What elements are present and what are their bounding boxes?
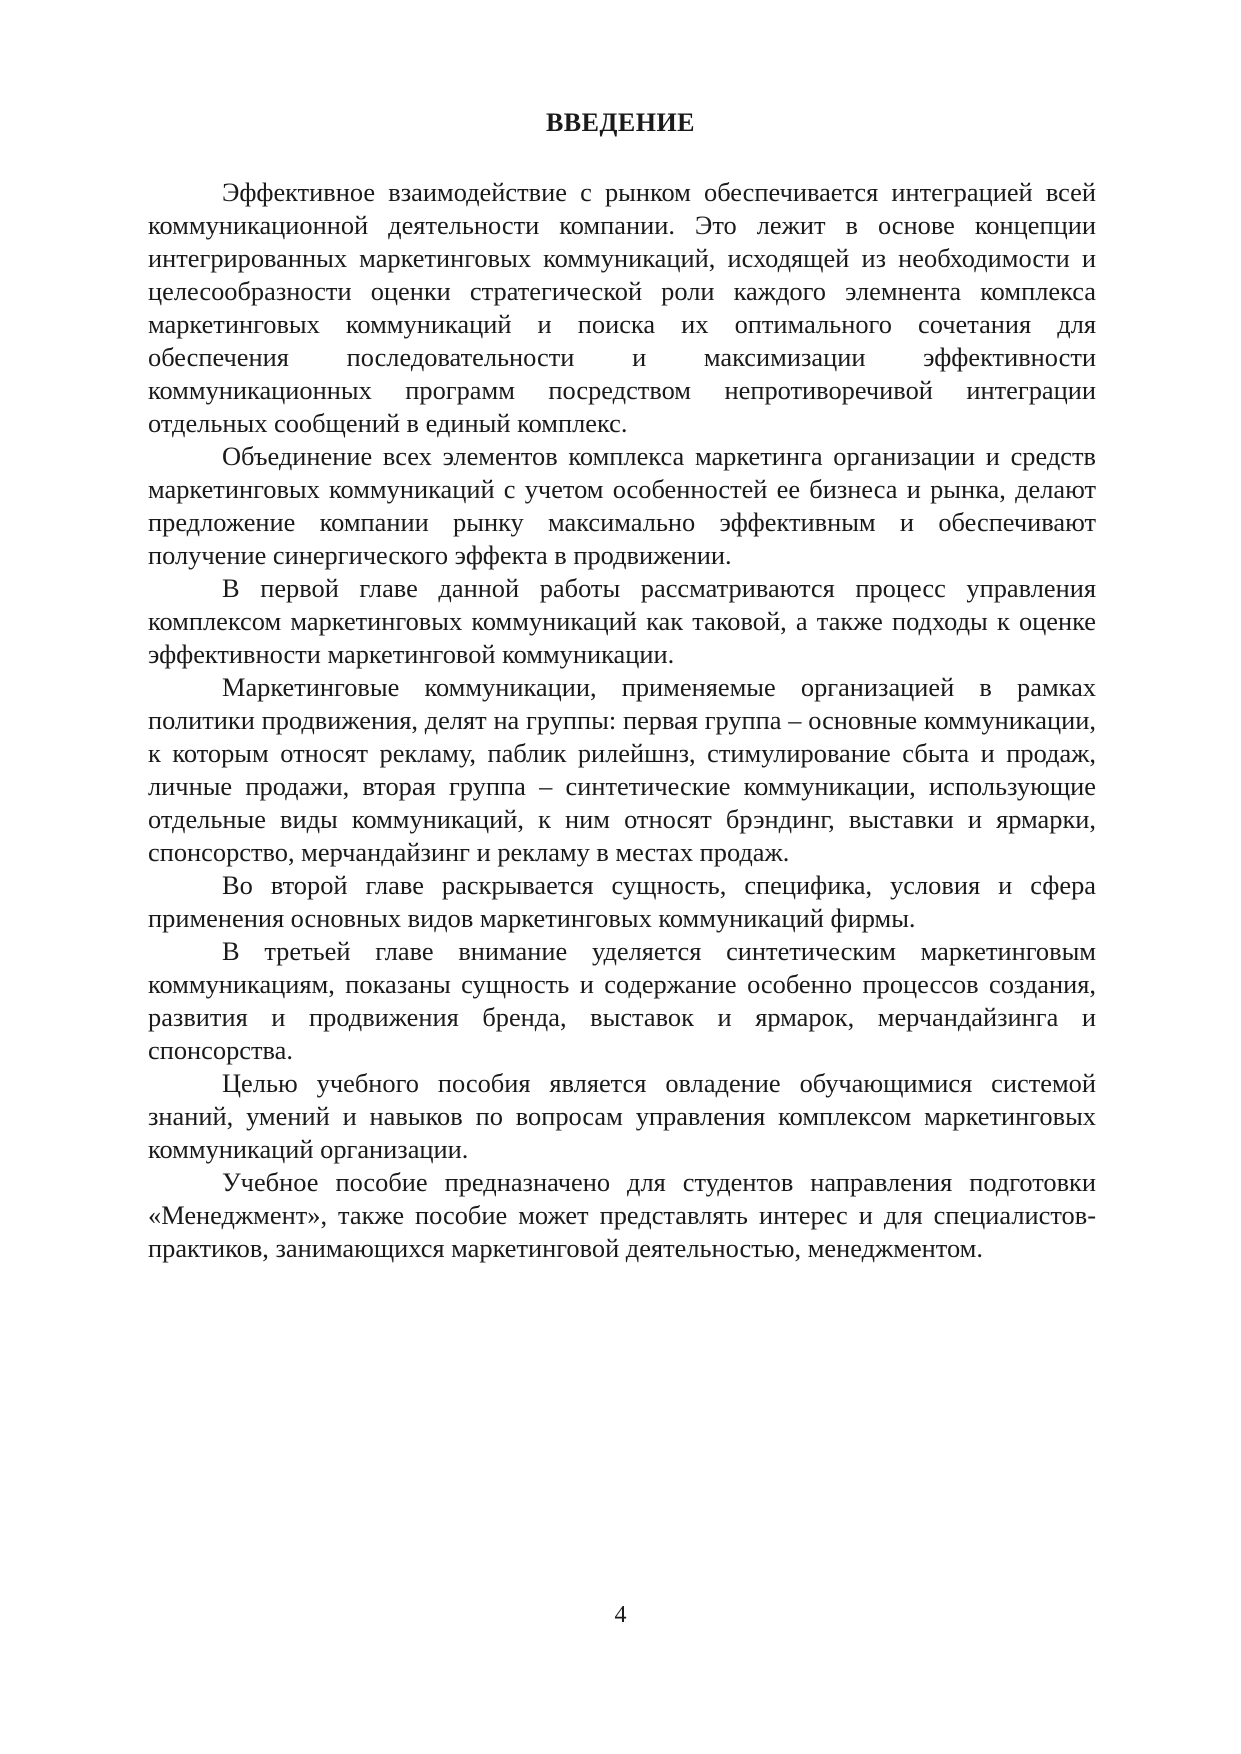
page-title: ВВЕДЕНИЕ [545, 108, 696, 137]
paragraph-marketing-mix: Объединение всех элементов комплекса маркетинга организации и средств маркетинговых коммуникаций с учетом особенностей ее бизнеса и рынка, делают предложение компании рынку максимально эффективным и обеспечивают получение синергического эффекта в продвижении. [148, 441, 1096, 570]
page-number: 4 [614, 1602, 627, 1628]
paragraph-communication-groups: Маркетинговые коммуникации, применяемые организацией в рамках политики продвижения, делят на группы: первая группа – основные коммуникации, к которым относят рекламу, паблик рилейшнз, стимулирование сбыта и продаж, личные продажи, вторая группа – синтетические коммуникации, использующие отдельные виды коммуникаций, к ним относят брэндинг, выставки и ярмарки, спонсорство, мерчандайзинг и рекламу в местах продаж. [148, 672, 1096, 867]
paragraph-integrated-communications: Эффективное взаимодействие с рынком обеспечивается интеграцией всей коммуникационной деятельности компании. Это лежит в основе концепции интегрированных маркетинговых коммуникаций, исходящей из необходимости и целесообразности оценки стратегической роли каждого элемнента комплекса маркетинговых коммуникаций и поиска их оптимального сочетания для обеспечения последовательности и максимизации эффективности коммуникационных программ посредством непротиворечивой интеграции отдельных сообщений в единый комплекс. [148, 177, 1096, 438]
paragraph-audience: Учебное пособие предназначено для студентов направления подготовки «Менеджмент», также пособие может представлять интерес и для специалистов-практиков, занимающихся маркетинговой деятельностью, менеджментом. [148, 1167, 1096, 1263]
paragraph-chapter-two: Во второй главе раскрывается сущность, специфика, условия и сфера применения основных видов маркетинговых коммуникаций фирмы. [148, 870, 1096, 933]
paragraph-chapter-three: В третьей главе внимание уделяется синтетическим маркетинговым коммуникациям, показаны сущность и содержание особенно процессов создания, развития и продвижения бренда, выставок и ярмарок, мерчандайзинга и спонсорства. [148, 936, 1096, 1065]
body-text [148, 176, 1096, 1265]
paragraph-purpose: Целью учебного пособия является овладение обучающимися системой знаний, умений и навыков по вопросам управления комплексом маркетинговых коммуникаций организации. [148, 1068, 1096, 1164]
paragraph-chapter-one: В первой главе данной работы рассматриваются процесс управления комплексом маркетинговых коммуникаций как таковой, а также подходы к оценке эффективности маркетинговой коммуникации. [148, 573, 1096, 669]
